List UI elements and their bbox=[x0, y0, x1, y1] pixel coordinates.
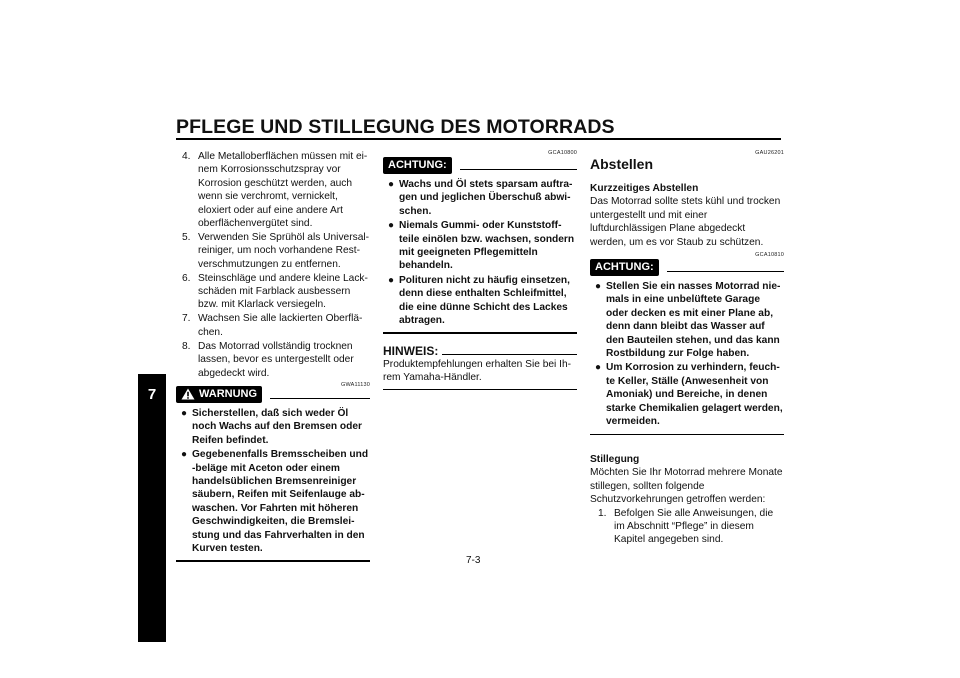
warning-triangle-icon bbox=[181, 388, 195, 400]
bullet-icon: ● bbox=[181, 407, 188, 419]
chapter-tab bbox=[138, 374, 166, 642]
list-item: ● Sicherstellen, daß sich weder Öl noch Wachs auf den Bremsen oder Reifen befindet. bbox=[176, 407, 370, 447]
list-item: ● Niemals Gummi- oder Kunststoffteile einölen bzw. wachsen, sondern mit geeigneten Pflegemitteln behandeln. bbox=[383, 219, 577, 273]
warning-badge: WARNUNG bbox=[176, 386, 262, 403]
caution-rule bbox=[460, 169, 577, 171]
list-item: ● Gegebenenfalls Bremsscheiben und -beläge mit Aceton oder einem handelsüblichen Bremsenreiniger säubern, Reifen mit Seifenlauge abwaschen. Vor Fahrten mit höheren Geschwindigkeiten, die Bremsleistung und das Fahrverhalten in den Kurven testen. bbox=[176, 448, 370, 555]
list-item: 5. Verwenden Sie Sprühöl als Universalreiniger, um noch vorhandene Restverschmutzungen zu entfernen. bbox=[182, 231, 370, 270]
caution-end-rule bbox=[590, 434, 784, 436]
note-rule bbox=[442, 354, 577, 355]
note-text: Produktempfehlungen erhalten Sie bei Ihrem Yamaha-Händler. bbox=[383, 358, 572, 384]
subsection-title: Kurzzeitiges Abstellen bbox=[590, 183, 699, 194]
list-item: 7. Wachsen Sie alle lackierten Oberflächen. bbox=[182, 313, 363, 338]
caution-header bbox=[590, 259, 784, 276]
column-3 bbox=[590, 150, 784, 547]
warning-code: GWA11130 bbox=[340, 381, 370, 388]
page-title: PFLEGE UND STILLEGUNG DES MOTORRADS bbox=[176, 116, 615, 138]
list-item: 4. Alle Metalloberflächen müssen mit einem Korrosionsschutzspray vor Korrosion geschützt werden, auch wenn sie verchromt, vernickelt, eloxiert oder auf eine andere Art oberflächenvergütet sind. bbox=[182, 151, 368, 230]
warning-end-rule bbox=[176, 560, 370, 562]
warning-header bbox=[176, 386, 370, 403]
subsection-text: Das Motorrad sollte stets kühl und trocken untergestellt und mit einer luftdurchlässigen Plane abgedeckt werden, um es vor Staub zu schützen. bbox=[590, 196, 781, 248]
caution-end-rule bbox=[383, 332, 577, 334]
page-number: 7-3 bbox=[466, 555, 481, 566]
bullet-icon: ● bbox=[388, 179, 395, 190]
list-item: 6. Steinschläge und andere kleine Lackschäden mit Farblack ausbessern bzw. mit Klarlack versiegeln. bbox=[182, 272, 368, 311]
column-1 bbox=[176, 150, 370, 562]
bullet-icon: ● bbox=[181, 449, 188, 461]
cleaning-steps-list bbox=[176, 150, 370, 380]
note-header bbox=[383, 344, 577, 358]
list-item: 1. Befolgen Sie alle Anweisungen, die im Abschnitt “Pflege” in diesem Kapitel angegeben sind. bbox=[598, 507, 774, 546]
caution-header bbox=[383, 157, 577, 174]
bullet-icon: ● bbox=[595, 281, 602, 293]
list-item: 8. Das Motorrad vollständig trocknen lassen, bevor es untergestellt oder abgedeckt wird. bbox=[182, 340, 354, 379]
column-2 bbox=[383, 150, 577, 390]
warning-rule bbox=[270, 398, 370, 400]
subsection-text: Möchten Sie Ihr Motorrad mehrere Monate stillegen, sollten folgende Schutzvorkehrungen getroffen werden: bbox=[590, 467, 783, 506]
bullet-icon: ● bbox=[388, 274, 395, 286]
list-item: ● Stellen Sie ein nasses Motorrad niemals in eine unbelüftete Garage oder decken es mit einer Plane ab, denn dann bleibt das Wasser auf den Bauteilen stehen, und das kann Rostbildung zur Folge haben. bbox=[590, 280, 784, 360]
caution-badge: ACHTUNG: bbox=[383, 157, 452, 174]
caution-code: GCA10800 bbox=[548, 150, 577, 156]
list-item: ● Um Korrosion zu verhindern, feuchte Keller, Ställe (Anwesenheit von Amoniak) und Bereiche, in denen starke Chemikalien gelagert werden, vermeiden. bbox=[590, 361, 784, 428]
subsection-title: Stillegung bbox=[590, 454, 640, 465]
bullet-icon: ● bbox=[388, 220, 395, 232]
chapter-number: 7 bbox=[147, 386, 157, 403]
section-code: GAU26201 bbox=[755, 150, 784, 156]
warning-bullets bbox=[176, 407, 370, 555]
title-rule bbox=[176, 138, 781, 140]
list-item: ● Wachs und Öl stets sparsam auftragen und jeglichen Überschuß abwischen. bbox=[383, 178, 577, 218]
list-item: ● Polituren nicht zu häufig einsetzen, denn diese enthalten Schleifmittel, die eine dünne Schicht des Lackes abtragen. bbox=[383, 274, 577, 328]
caution-badge: ACHTUNG: bbox=[590, 259, 659, 276]
section-heading: Abstellen bbox=[590, 156, 654, 172]
bullet-icon: ● bbox=[595, 362, 602, 374]
note-end-rule bbox=[383, 389, 577, 390]
caution-code: GCA10810 bbox=[755, 252, 784, 259]
storage-steps-list bbox=[590, 507, 784, 547]
note-label: HINWEIS: bbox=[383, 343, 439, 358]
caution-rule bbox=[667, 271, 784, 273]
caution-bullets bbox=[383, 178, 577, 327]
caution-bullets bbox=[590, 280, 784, 428]
